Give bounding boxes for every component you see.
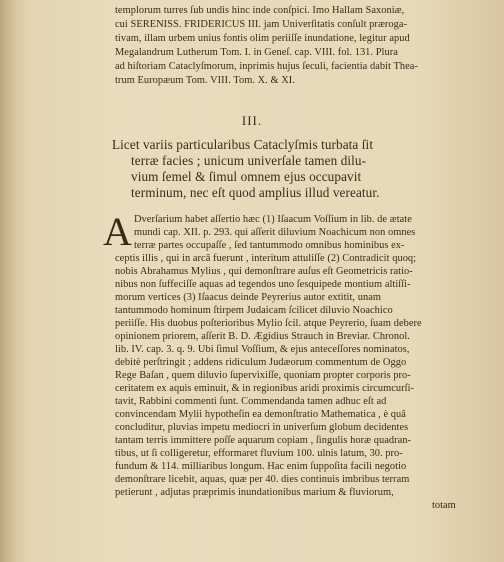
body-line: debitè perſtringit ; addens ridiculum Judæorum commentum de Oggo bbox=[115, 357, 407, 368]
body-line: opinionem priorem, aſſerit B. D. Ægidius Strauch in Breviar. Chronol. bbox=[115, 331, 410, 342]
body-line: concluditur, pluvias impetu mediocri in univerſum globum decidentes bbox=[115, 422, 409, 433]
proposition-line: Licet variis particularibus Cataclyſmis turbata ſit bbox=[112, 137, 374, 152]
proposition-line: vium ſemel & ſimul omnem ejus occupavit bbox=[131, 169, 362, 184]
body-line: tantam terris immittere poſſe aquarum copiam , ſingulis horæ quadran- bbox=[115, 435, 412, 446]
intro-line: cui SERENISS. FRIDERICUS III. jam Univerſitatis conſult præroga- bbox=[115, 19, 408, 30]
body-line: terræ partes occupaſſe , ſed tantummodo omnibus hominibus ex- bbox=[134, 240, 405, 251]
body-line: mundi cap. XII. p. 293. qui aſſerit diluvium Noachicum non omnes bbox=[134, 227, 416, 238]
body-line: tibus, ut ſi colligeretur, efformaret fluvium 100. ulnis latum, 30. pro- bbox=[115, 448, 403, 459]
intro-line: trum Europæum Tom. VIII. Tom. X. & XI. bbox=[115, 75, 295, 86]
intro-line: ad hiſtoriam Cataclyſmorum, inprimis hujus ſeculi, facientia dabit Thea- bbox=[115, 61, 418, 72]
page-gutter bbox=[0, 0, 16, 562]
body-line: ceritatem ex aquis eminuit, & in regionibus aridi proximis circumcurſi- bbox=[115, 383, 415, 394]
drop-cap: A bbox=[103, 209, 132, 254]
body-line: petierunt , adjutas præprimis inundationibus marium & fluviorum, bbox=[115, 487, 394, 498]
intro-line: templorum turres ſub undis hinc inde conſpici. Imo Hallam Saxoniæ, bbox=[115, 5, 405, 16]
body-line: ceptis illis , qui in arcâ fuerunt , interitum attuliſſe (2) Contradicit quoq; bbox=[115, 253, 417, 264]
body-line: demonſtrare licebit, aquas, quæ per 40. dies continuis imbribus terram bbox=[115, 474, 410, 485]
body-line: Rege Baſan , quem diluvio ſupervixiſſe, quoniam propter corporis pro- bbox=[115, 370, 411, 381]
catchword: totam bbox=[432, 500, 456, 511]
intro-line: Megalandrum Lutherum Tom. I. in Geneſ. cap. VIII. fol. 131. Plura bbox=[115, 47, 398, 58]
body-line: tavit, Rabbini commenti ſunt. Commendanda tamen adhuc eſt ad bbox=[115, 396, 387, 407]
body-line: periiſſe. His duobus poſterioribus Mylio ſcil. atque Peyrerio, ſuam debere bbox=[115, 318, 422, 329]
intro-line: tivam, illam urbem unius fontis olim periiſſe inundatione, legitur apud bbox=[115, 33, 410, 44]
body-line: Dverſarium habet aſſertio hæc (1) Iſaacum Voſſium in lib. de ætate bbox=[134, 214, 412, 225]
proposition-line: terminum, nec eſt quod amplius illud vereatur. bbox=[131, 185, 380, 200]
body-line: convincendam Mylii hypotheſin ea demonſtratio Mathematica , è quâ bbox=[115, 409, 406, 420]
body-line: nibus non ſuffeciſſe aquas ad tegendos uno ſesquipede montium altiſſi- bbox=[115, 279, 411, 290]
body-line: lib. IV. cap. 3. q. 9. Ubi ſimul Voſſium, & ejus anteceſſores nominatos, bbox=[115, 344, 410, 355]
body-line: fundum & 114. milliaribus longum. Hac enim ſuppoſita facili negotio bbox=[115, 461, 407, 472]
body-line: morum vertices (3) Iſaacus deinde Peyrerius autor extitit, unam bbox=[115, 292, 382, 303]
body-line: nobis Abrahamus Mylius , qui demonſtrare auſus eſt Geometricis ratio- bbox=[115, 266, 413, 277]
section-number: III. bbox=[241, 113, 263, 128]
proposition-line: terræ facies ; unicum univerſale tamen dilu- bbox=[131, 153, 367, 168]
body-line: tantummodo hominum ſtirpem Judaicam ſcilicet diluvio Noachico bbox=[115, 305, 393, 316]
